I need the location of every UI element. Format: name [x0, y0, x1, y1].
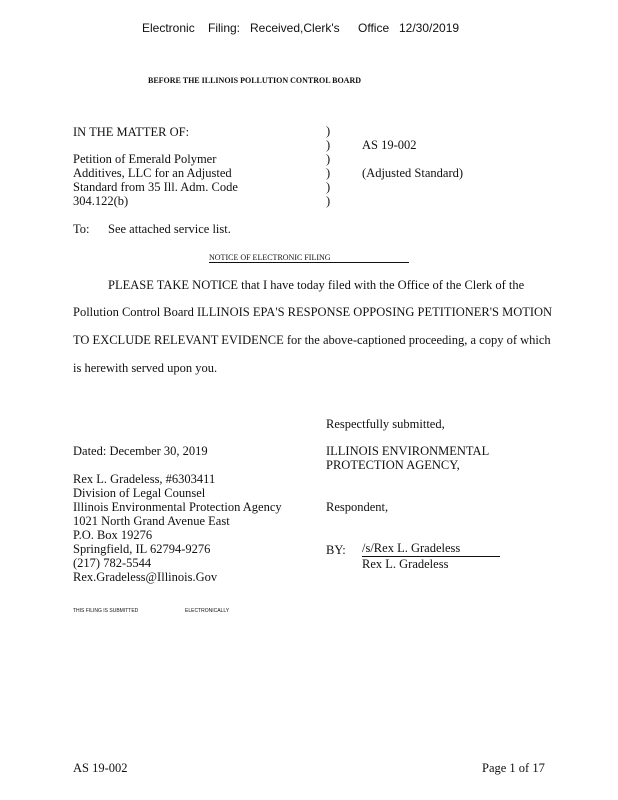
footer-case: AS 19-002	[73, 761, 128, 775]
agency-line: PROTECTION AGENCY,	[326, 458, 460, 472]
contact-line: Springfield, IL 62794-9276	[73, 542, 211, 556]
case-number: AS 19-002	[362, 138, 417, 152]
agency-line: ILLINOIS ENVIRONMENTAL	[326, 444, 490, 458]
body-line-1: PLEASE TAKE NOTICE that I have today filed with the Office of the Clerk of the	[108, 278, 525, 292]
petition-caption	[73, 152, 238, 208]
contact-line: Rex.Gradeless@Illinois.Gov	[73, 570, 218, 584]
header-received: Received,Clerk's	[250, 21, 340, 35]
signature-name: Rex L. Gradeless	[362, 557, 449, 571]
contact-line: Rex L. Gradeless, #6303411	[73, 472, 216, 486]
paren: )	[326, 180, 331, 194]
header-date: 12/30/2019	[399, 21, 460, 35]
petition-line: Additives, LLC for an Adjusted	[73, 166, 232, 180]
dated: Dated: December 30, 2019	[73, 444, 208, 458]
contact-block	[73, 472, 282, 584]
notice-title: NOTICE OF ELECTRONIC FILING	[209, 253, 409, 263]
contact-line: Illinois Environmental Protection Agency	[73, 500, 282, 514]
to-text: See attached service list.	[108, 222, 231, 236]
paren: )	[326, 124, 331, 138]
to-label: To:	[73, 222, 90, 236]
contact-line: 1021 North Grand Avenue East	[73, 514, 230, 528]
board-heading: BEFORE THE ILLINOIS POLLUTION CONTROL BOARD	[148, 76, 362, 85]
header-filing: Filing:	[208, 21, 241, 35]
case-type: (Adjusted Standard)	[362, 166, 464, 180]
paren: )	[326, 194, 331, 208]
contact-line: Division of Legal Counsel	[73, 486, 206, 500]
respondent: Respondent,	[326, 500, 389, 514]
contact-line: (217) 782-5544	[73, 556, 152, 570]
signature-line: /s/Rex L. Gradeless	[362, 541, 500, 557]
petition-line: 304.122(b)	[73, 194, 129, 208]
paren: )	[326, 166, 331, 180]
header-electronic: Electronic	[142, 21, 195, 35]
body-line-2: Pollution Control Board ILLINOIS EPA'S RESPONSE OPPOSING PETITIONER'S MOTION	[73, 305, 553, 319]
matter-of: IN THE MATTER OF:	[73, 125, 190, 139]
electronic-note-2: ELECTRONICALLY	[185, 608, 230, 614]
paren: )	[326, 152, 331, 166]
petition-line: Standard from 35 Ill. Adm. Code	[73, 180, 238, 194]
by-label: BY:	[326, 543, 346, 557]
electronic-note-1: THIS FILING IS SUBMITTED	[73, 608, 139, 614]
respectfully: Respectfully submitted,	[326, 417, 445, 431]
contact-line: P.O. Box 19276	[73, 528, 153, 542]
header-office: Office	[358, 21, 390, 35]
caption-parens	[326, 124, 330, 208]
agency-name	[326, 444, 489, 472]
body-line-3: TO EXCLUDE RELEVANT EVIDENCE for the above-captioned proceeding, a copy of which	[73, 333, 551, 347]
petition-line: Petition of Emerald Polymer	[73, 152, 217, 166]
body-line-4: is herewith served upon you.	[73, 361, 218, 375]
paren: )	[326, 138, 331, 152]
footer-page: Page 1 of 17	[482, 761, 545, 775]
